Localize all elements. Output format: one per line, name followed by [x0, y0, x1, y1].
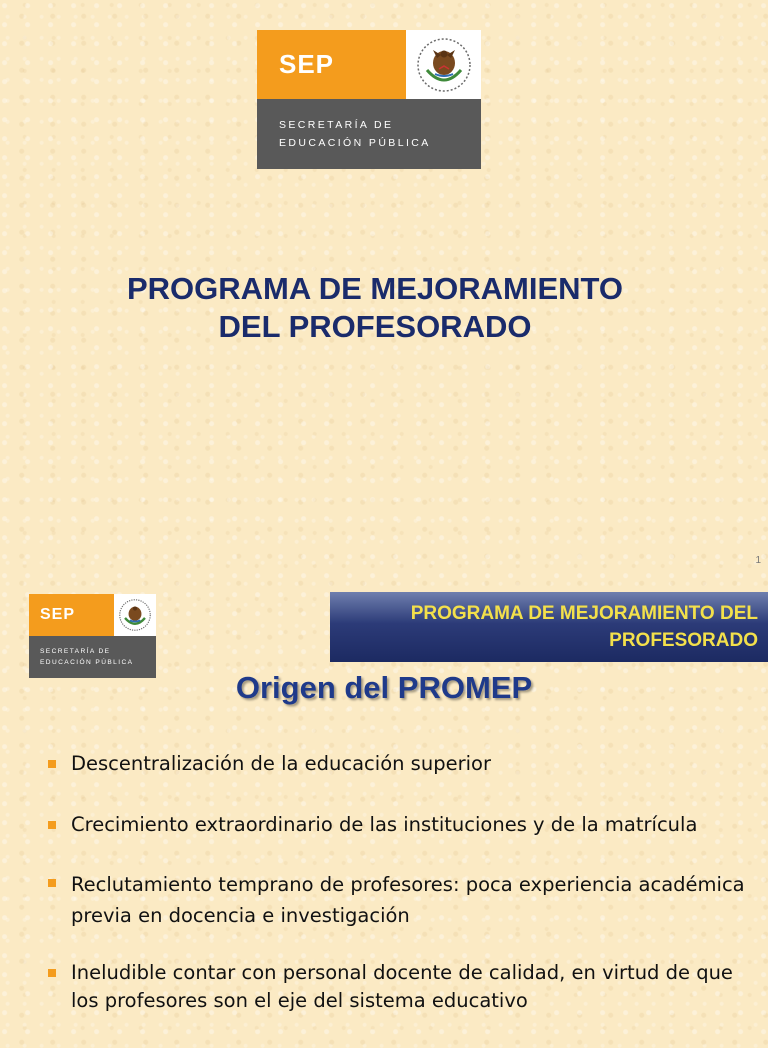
sep-acronym: SEP	[29, 594, 114, 636]
sep-logo-small	[29, 594, 156, 678]
program-header-bar	[330, 592, 768, 662]
slide-2	[0, 575, 768, 1024]
bullet-text: Descentralización de la educación superior	[71, 752, 491, 775]
section-title: Origen del PROMEP	[235, 670, 533, 705]
square-bullet-icon	[48, 969, 56, 977]
header-line-2: PROFESORADO	[609, 630, 758, 651]
sep-name-line-2: EDUCACIÓN PÚBLICA	[40, 659, 134, 666]
slide-title-line-1: PROGRAMA DE MEJORAMIENTO	[126, 271, 624, 306]
mexican-coat-of-arms-icon	[406, 30, 481, 99]
slide-title	[60, 270, 690, 346]
square-bullet-icon	[48, 821, 56, 829]
bullet-item	[46, 750, 756, 778]
bullet-text: Ineludible contar con personal docente de calidad, en virtud de que los profesores son el eje del sistema educativo	[71, 961, 733, 1012]
mexican-coat-of-arms-icon	[114, 594, 156, 636]
bullet-text: Reclutamiento temprano de profesores: poca experiencia académica previa en docencia e investigación	[71, 873, 745, 927]
square-bullet-icon	[48, 879, 56, 887]
square-bullet-icon	[48, 760, 56, 768]
bullet-item	[46, 959, 756, 1015]
page-number: 1	[755, 555, 761, 566]
bullet-text: Crecimiento extraordinario de las instituciones y de la matrícula	[71, 813, 698, 836]
sep-name-line-2: EDUCACIÓN PÚBLICA	[279, 137, 431, 149]
sep-name-line-1: SECRETARÍA DE	[279, 119, 394, 131]
bullet-item	[46, 811, 756, 839]
sep-logo	[257, 30, 481, 169]
header-line-1: PROGRAMA DE MEJORAMIENTO DEL	[410, 603, 758, 624]
bullet-list	[46, 750, 756, 1048]
bullet-item	[46, 869, 756, 931]
sep-acronym: SEP	[257, 30, 406, 99]
slide-title-line-2: DEL PROFESORADO	[218, 309, 532, 344]
sep-name-line-1: SECRETARÍA DE	[40, 648, 111, 655]
